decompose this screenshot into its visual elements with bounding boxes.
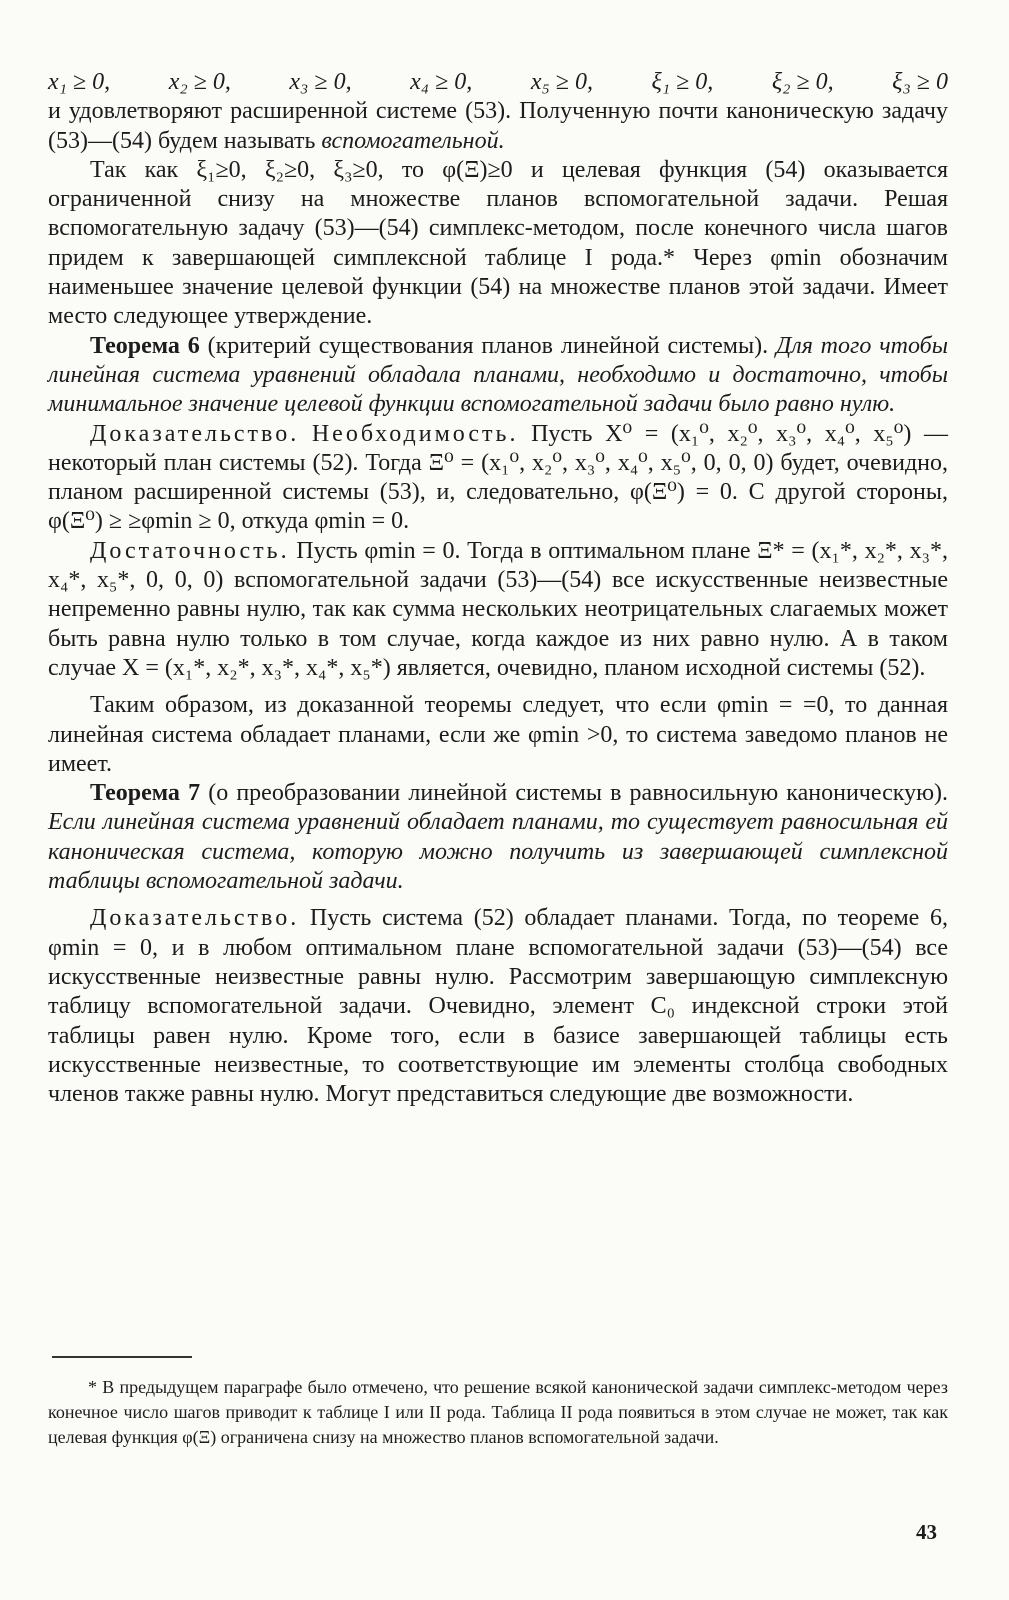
footnote: * В предыдущем параграфе было отмечено, что решение всякой канонической задачи симплекс-методом через конечное число шагов приводит к таблице I или II рода. Таблица II рода появиться в этом случае не может, так как целевая функция φ(Ξ) ограничена снизу на множество планов вспомогательной задачи. xyxy=(48,1377,948,1447)
nonnegativity-conditions xyxy=(48,68,948,97)
proof-sufficiency xyxy=(48,537,948,683)
theorem-7 xyxy=(48,779,948,896)
theorem-6-title: Теорема 6 xyxy=(90,332,200,359)
proof-theorem-7 xyxy=(48,904,948,1109)
proof-label: Доказательство. xyxy=(90,905,300,932)
theorem-7-subtitle: (о преобразовании линейной системы в равносильную каноническую). xyxy=(200,780,949,807)
sufficiency-label: Достаточность. xyxy=(90,537,290,564)
theorem-6 xyxy=(48,332,948,420)
theorem-6-subtitle: (критерий существования планов линейной системы). xyxy=(199,332,776,359)
proof-label: Доказательство. xyxy=(90,420,300,447)
condition-x3: x₃ ≥ 0, xyxy=(289,69,352,95)
condition-x1: x₁ ≥ 0, xyxy=(48,69,111,95)
footnote-divider xyxy=(52,1356,192,1358)
necessity-label: Необходимость. xyxy=(311,420,519,447)
proof-necessity xyxy=(48,420,948,537)
paragraph-objective-bounded: Так как ξ₁≥0, ξ₂≥0, ξ₃≥0, то φ(Ξ)≥0 и целевая функция (54) оказывается ограниченной снизу на множестве планов вспомогательной задачи. Решая вспомогательную задачу (53)—(54) симплекс-методом, после конечного числа шагов придем к завершающей симплексной таблице I рода.* Через φmin обозначим наименьшее значение целевой функции (54) на множестве планов этой задачи. Имеет место следующее утверждение. xyxy=(48,156,948,330)
proof-sufficiency-text: Пусть φmin = 0. Тогда в оптимальном плане Ξ* = (x₁*, x₂*, x₃*, x₄*, x₅*, 0, 0, 0) вспомогательной задачи (53)—(54) все искусственные неизвестные непременно равны нулю, так как сумма нескольких неотрицательных слагаемых может быть равна нулю только в том случае, когда каждое из них равно нулю. А в таком случае X = (x₁*, x₂*, x₃*, x₄*, x₅*) является, очевидно, планом исходной системы (52). xyxy=(48,537,948,681)
proof-theorem-7-text: Пусть система (52) обладает планами. Тогда, по теореме 6, φmin = 0, и в любом оптимальном плане вспомогательной задачи (53)—(54) все искусственные неизвестные равны нулю. Рассмотрим завершающую симплексную таблицу вспомогательной задачи. Очевидно, элемент C₀ индексной строки этой таблицы равен нулю. Кроме того, если в базисе завершающей таблицы есть искусственные неизвестные, то соответствующие им элементы столбца свободных членов также равны нулю. Могут представиться следующие две возможности. xyxy=(48,905,948,1108)
condition-xi2: ξ₂ ≥ 0, xyxy=(771,69,834,95)
condition-x4: x₄ ≥ 0, xyxy=(410,69,473,95)
main-text xyxy=(48,68,948,1109)
theorem-6-statement: Для того чтобы линейная система уравнений обладала планами, необходимо и достаточно, чтобы минимальное значение целевой функции вспомогательной задачи было равно нулю. xyxy=(48,332,948,418)
page-number: 43 xyxy=(916,1520,937,1544)
paragraph-conclusion: Таким образом, из доказанной теоремы следует, что если φmin = =0, то данная линейная система обладает планами, если же φmin >0, то система заведомо планов не имеет. xyxy=(48,692,948,777)
condition-x5: x₅ ≥ 0, xyxy=(530,69,593,95)
paragraph-auxiliary-problem xyxy=(48,97,948,156)
condition-xi3: ξ₃ ≥ 0 xyxy=(892,69,948,95)
condition-xi1: ξ₁ ≥ 0, xyxy=(651,69,714,95)
paragraph-text: и удовлетворяют расширенной системе (53). Полученную почти каноническую задачу (53)—(54) будем называть xyxy=(48,98,948,154)
theorem-7-title: Теорема 7 xyxy=(90,780,201,807)
condition-x2: x₂ ≥ 0, xyxy=(168,69,231,95)
theorem-7-statement: Если линейная система уравнений обладает планами, то существует равносильная ей каноническая система, которую можно получить из завершающей симплексной таблицы вспомогательной задачи. xyxy=(48,809,948,895)
proof-necessity-text: Пусть X⁰ = (x₁⁰, x₂⁰, x₃⁰, x₄⁰, x₅⁰) — некоторый план системы (52). Тогда Ξ⁰ = (x₁⁰, x₂⁰, x₃⁰, x₄⁰, x₅⁰, 0, 0, 0) будет, очевидно, планом расширенной системы (53), и, следовательно, φ(Ξ⁰) = 0. С другой стороны, φ(Ξ⁰) ≥ ≥φmin ≥ 0, откуда φmin = 0. xyxy=(48,420,948,535)
emphasis-term: вспомогательной. xyxy=(321,127,505,154)
